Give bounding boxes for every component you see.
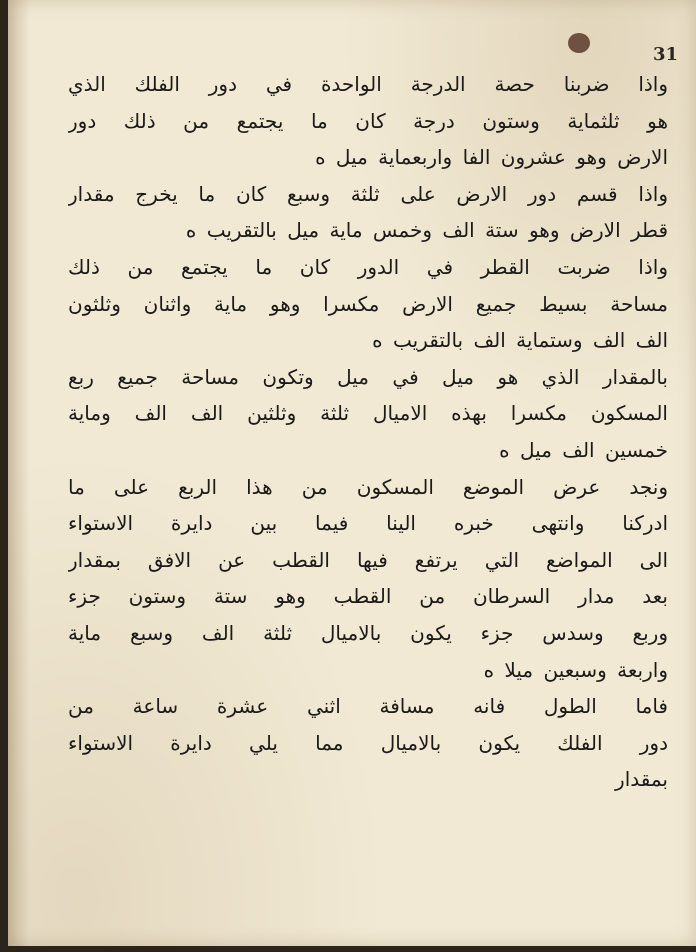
text-line: فاما الطول فانه مسافة اثني عشرة ساعة من [68, 694, 668, 719]
text-line: وربع وسدس جزء يكون بالاميال ثلثة الف وسبع ماية [68, 620, 668, 645]
text-line: واربعة وسبعين ميلا ه [483, 657, 668, 682]
text-line: ادركنا وانتهى خبره الينا فيما بين دايرة الاستواء [68, 511, 668, 536]
text-line: بالمقدار الذي هو ميل في ميل وتكون مساحة جميع ربع [68, 364, 668, 389]
text-line: واذا قسم دور الارض على ثلثة وسبع كان ما يخرج مقدار [68, 181, 668, 206]
text-line: بعد مدار السرطان من القطب وهو ستة وستون جزء [68, 584, 668, 609]
text-line: واذا ضربت القطر في الدور كان ما يجتمع من ذلك [68, 254, 668, 279]
text-line: قطر الارض وهو ستة الف وخمس ماية ميل بالتقريب ه [185, 218, 668, 243]
text-line: دور الفلك يكون بالاميال مما يلي دايرة الاستواء [68, 730, 668, 755]
text-line: المسكون مكسرا بهذه الاميال ثلثة وثلثين الف الف وماية [68, 401, 668, 426]
text-line: بمقدار [615, 767, 668, 792]
text-line: هو ثلثماية وستون درجة كان ما يجتمع من ذلك دور [68, 108, 668, 133]
text-line: الى المواضع التي يرتفع فيها القطب عن الافق بمقدار [68, 547, 668, 572]
text-line: واذا ضربنا حصة الدرجة الواحدة في دور الفلك الذي [68, 72, 668, 96]
text-line: خمسين الف ميل ه [499, 437, 668, 462]
text-line: الارض وهو عشرون الفا واربعماية ميل ه [315, 145, 668, 170]
text-line: مساحة بسيط جميع الارض مكسرا وهو ماية واثنان وثلثون [68, 291, 668, 316]
text-line: ونجد عرض الموضع المسكون من هذا الربع على ما [68, 474, 668, 499]
text-line: الف الف وستماية الف بالتقريب ه [372, 328, 668, 353]
ink-stain [568, 33, 590, 53]
page-number: 31 [652, 44, 678, 65]
manuscript-page [8, 0, 696, 946]
arabic-text-body [68, 66, 668, 798]
